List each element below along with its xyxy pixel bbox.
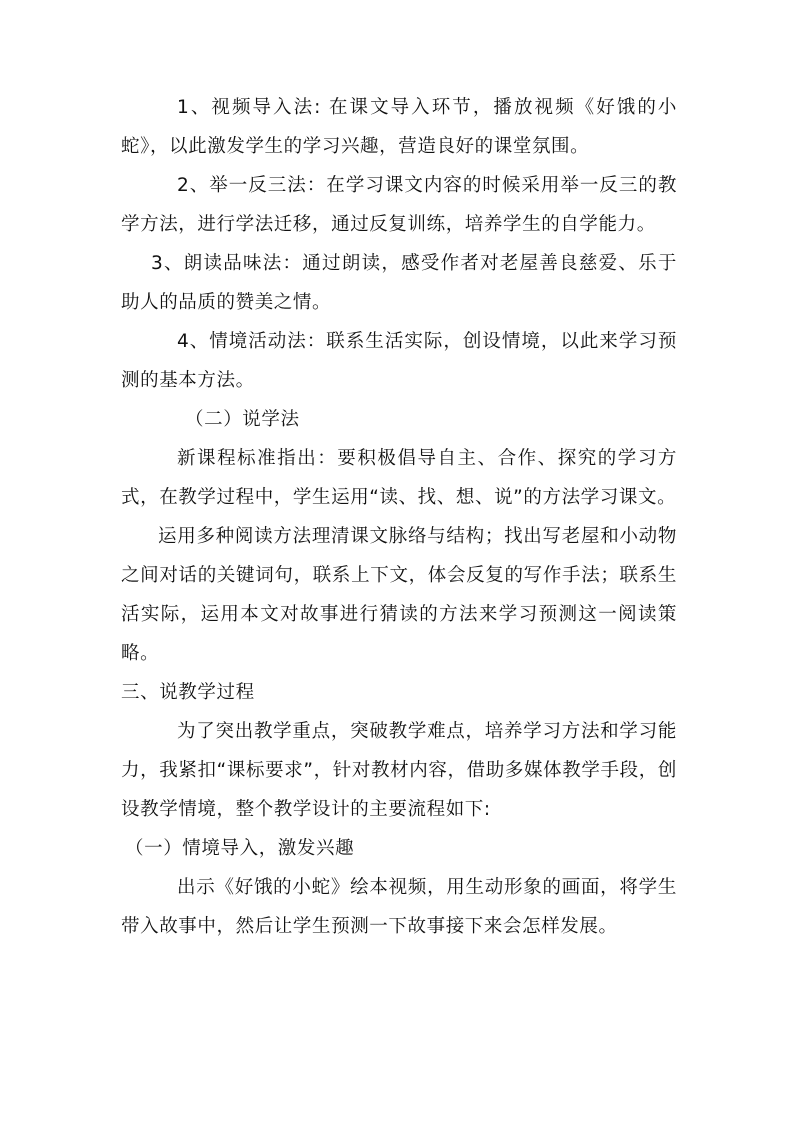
paragraph-method-situation: 4、情境活动法：联系生活实际，创设情境，以此来学习预测的基本方法。 bbox=[121, 331, 677, 391]
document-body bbox=[121, 88, 677, 946]
paragraph-video-prediction: 出示《好饿的小蛇》绘本视频，用生动形象的画面，将学生带入故事中，然后让学生预测一下故事接下来会怎样发展。 bbox=[121, 877, 677, 937]
paragraph-method-analogy: 2、举一反三法：在学习课文内容的时候采用举一反三的教学方法，进行学法迁移，通过反复训练，培养学生的自学能力。 bbox=[121, 175, 677, 235]
paragraph-reading-strategies: 运用多种阅读方法理清课文脉络与结构；找出写老屋和小动物之间对话的关键词句，联系上下文，体会反复的写作手法；联系生活实际，运用本文对故事进行猜读的方法来学习预测这一阅读策略。 bbox=[121, 526, 677, 664]
heading-situation-intro: （一）情境导入，激发兴趣 bbox=[125, 838, 355, 859]
heading-teaching-process: 三、说教学过程 bbox=[121, 682, 255, 703]
paragraph-process-overview: 为了突出教学重点，突破教学难点，培养学习方法和学习能力，我紧扣“课标要求”，针对教材内容，借助多媒体教学手段，创设教学情境，整个教学设计的主要流程如下: bbox=[121, 721, 677, 820]
paragraph-method-video-intro: 1、视频导入法: 在课文导入环节，播放视频《好饿的小蛇》，以此激发学生的学习兴趣，营造良好的课堂氛围。 bbox=[121, 97, 677, 157]
heading-learning-methods: （二）说学法 bbox=[185, 409, 300, 430]
paragraph-method-reading: 3、朗读品味法：通过朗读，感受作者对老屋善良慈爱、乐于助人的品质的赞美之情。 bbox=[121, 253, 677, 313]
paragraph-curriculum-standard: 新课程标准指出：要积极倡导自主、合作、探究的学习方式，在教学过程中，学生运用“读、找、想、说”的方法学习课文。 bbox=[121, 448, 677, 508]
